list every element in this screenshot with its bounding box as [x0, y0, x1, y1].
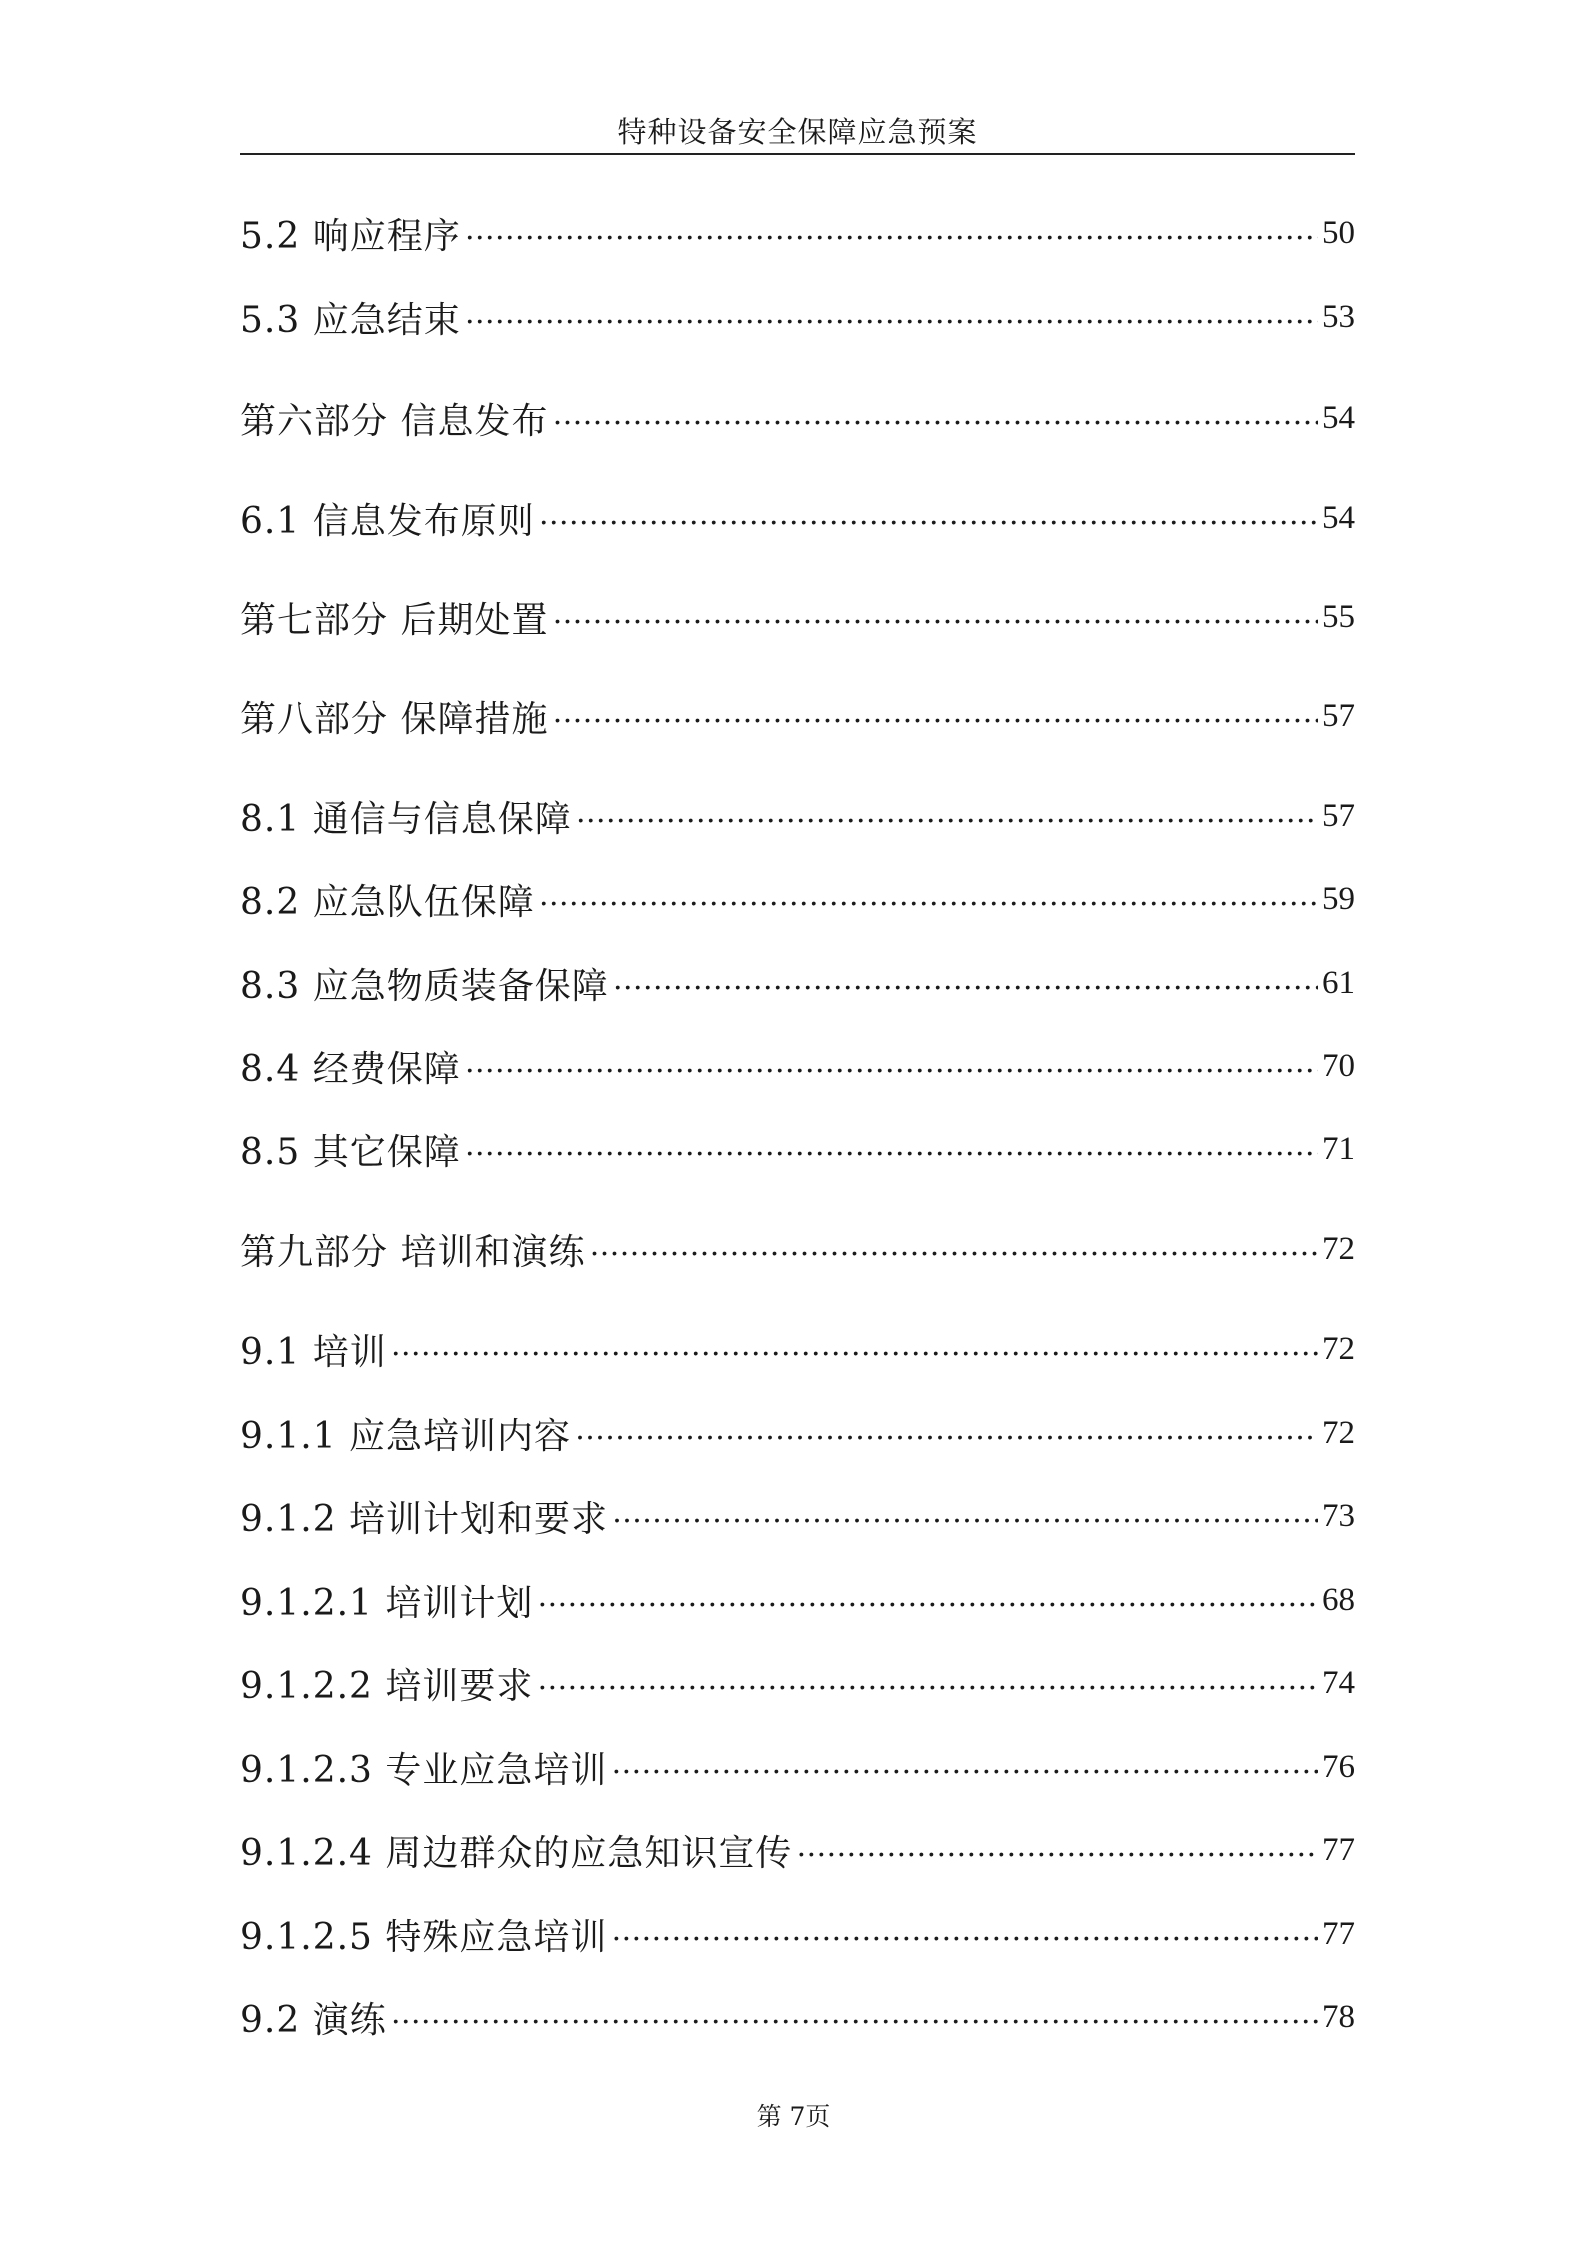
toc-entry-page: 71 — [1322, 1130, 1355, 1167]
toc-leader-dots — [552, 592, 1318, 642]
toc-leader-dots — [537, 1575, 1318, 1625]
toc-entry-page: 54 — [1322, 399, 1355, 436]
toc-entry-page: 78 — [1322, 1998, 1355, 2035]
toc-entry-page: 53 — [1322, 298, 1355, 335]
toc-entry-label: 5.2 响应程序 — [240, 215, 461, 257]
toc-entry-page: 72 — [1322, 1330, 1355, 1367]
toc-entry[interactable] — [240, 393, 1355, 443]
toc-entry[interactable] — [240, 1124, 1355, 1174]
toc-entry-page: 72 — [1322, 1230, 1355, 1267]
toc-leader-dots — [552, 691, 1318, 741]
toc-entry[interactable] — [240, 1825, 1355, 1875]
toc-entry[interactable] — [240, 1408, 1355, 1458]
toc-entry-label: 9.1.2.3 专业应急培训 — [240, 1749, 608, 1791]
toc-entry-label: 8.3 应急物质装备保障 — [240, 965, 609, 1007]
toc-entry-page: 76 — [1322, 1748, 1355, 1785]
toc-leader-dots — [465, 292, 1318, 342]
toc-entry-page: 61 — [1322, 964, 1355, 1001]
toc-entry-label: 9.2 演练 — [240, 1999, 387, 2041]
toc-entry-label: 9.1.1 应急培训内容 — [240, 1415, 572, 1457]
toc-entry-label: 8.1 通信与信息保障 — [240, 798, 572, 840]
toc-leader-dots — [465, 208, 1318, 258]
toc-entry-label: 第八部分 保障措施 — [240, 698, 549, 740]
toc-entry[interactable] — [240, 292, 1355, 342]
header-divider — [240, 153, 1355, 155]
page-number-footer: 第 7页 — [756, 2102, 831, 2131]
toc-entry-label: 6.1 信息发布原则 — [240, 500, 535, 542]
toc-entry-label: 9.1.2.1 培训计划 — [240, 1582, 534, 1624]
page-header-title: 特种设备安全保障应急预案 — [617, 115, 978, 149]
toc-entry-page: 70 — [1322, 1047, 1355, 1084]
toc-entry[interactable] — [240, 1324, 1355, 1374]
toc-entry[interactable] — [240, 493, 1355, 543]
toc-entry[interactable] — [240, 1041, 1355, 1091]
toc-entry-label: 9.1.2.5 特殊应急培训 — [240, 1916, 608, 1958]
toc-entry[interactable] — [240, 1992, 1355, 2042]
toc-entry[interactable] — [240, 874, 1355, 924]
toc-entry[interactable] — [240, 1909, 1355, 1959]
toc-entry-label: 9.1 培训 — [240, 1331, 387, 1373]
toc-entry[interactable] — [240, 1742, 1355, 1792]
toc-entry-label: 第七部分 后期处置 — [240, 599, 549, 641]
toc-entry[interactable] — [240, 1658, 1355, 1708]
toc-entry-page: 74 — [1322, 1664, 1355, 1701]
toc-leader-dots — [465, 1124, 1318, 1174]
toc-leader-dots — [537, 1658, 1318, 1708]
toc-entry-label: 8.5 其它保障 — [240, 1131, 461, 1173]
toc-leader-dots — [391, 1992, 1318, 2042]
toc-leader-dots — [611, 1909, 1318, 1959]
toc-entry-label: 5.3 应急结束 — [240, 299, 461, 341]
toc-leader-dots — [613, 958, 1318, 1008]
toc-leader-dots — [589, 1224, 1318, 1274]
toc-leader-dots — [612, 1491, 1318, 1541]
toc-entry-page: 55 — [1322, 598, 1355, 635]
toc-leader-dots — [611, 1742, 1318, 1792]
toc-leader-dots — [796, 1825, 1318, 1875]
toc-entry-label: 9.1.2.2 培训要求 — [240, 1665, 534, 1707]
toc-entry-page: 54 — [1322, 499, 1355, 536]
toc-entry-page: 72 — [1322, 1414, 1355, 1451]
toc-entry-label: 9.1.2 培训计划和要求 — [240, 1498, 609, 1540]
toc-entry-label: 8.2 应急队伍保障 — [240, 881, 535, 923]
toc-entry[interactable] — [240, 208, 1355, 258]
toc-leader-dots — [575, 1408, 1318, 1458]
toc-entry-label: 9.1.2.4 周边群众的应急知识宣传 — [240, 1832, 793, 1874]
toc-entry[interactable] — [240, 592, 1355, 642]
toc-entry-page: 73 — [1322, 1497, 1355, 1534]
toc-entry-page: 68 — [1322, 1581, 1355, 1618]
toc-entry-page: 57 — [1322, 697, 1355, 734]
toc-entry[interactable] — [240, 1491, 1355, 1541]
toc-entry-label: 第九部分 培训和演练 — [240, 1231, 586, 1273]
toc-entry-label: 第六部分 信息发布 — [240, 400, 549, 442]
toc-leader-dots — [539, 493, 1318, 543]
toc-leader-dots — [465, 1041, 1318, 1091]
toc-leader-dots — [552, 393, 1318, 443]
toc-leader-dots — [576, 791, 1318, 841]
toc-entry[interactable] — [240, 691, 1355, 741]
toc-entry[interactable] — [240, 1224, 1355, 1274]
toc-leader-dots — [539, 874, 1318, 924]
toc-leader-dots — [391, 1324, 1318, 1374]
toc-entry-page: 57 — [1322, 797, 1355, 834]
toc-entry-page: 77 — [1322, 1831, 1355, 1868]
toc-entry-page: 59 — [1322, 880, 1355, 917]
toc-entry[interactable] — [240, 958, 1355, 1008]
toc-entry[interactable] — [240, 791, 1355, 841]
toc-entry[interactable] — [240, 1575, 1355, 1625]
toc-entry-page: 77 — [1322, 1915, 1355, 1952]
toc-entry-label: 8.4 经费保障 — [240, 1048, 461, 1090]
toc-entry-page: 50 — [1322, 214, 1355, 251]
